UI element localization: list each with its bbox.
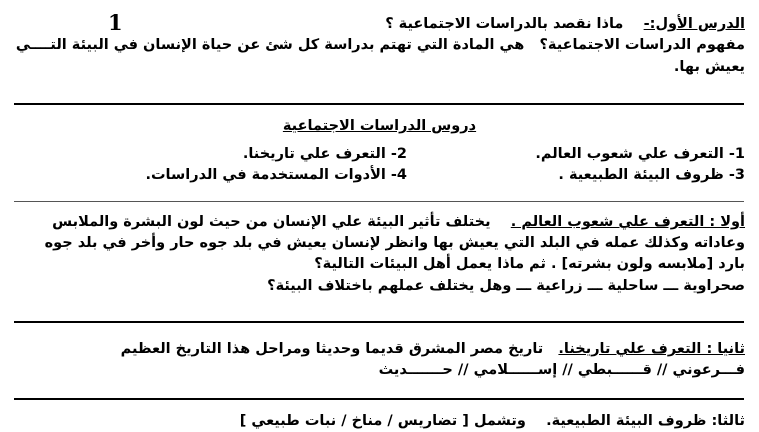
lesson-title-question: ماذا نقصد بالدراسات الاجتماعية ؟ xyxy=(385,16,624,32)
lesson-item-4: 4- الأدوات المستخدمة في الدراسات. xyxy=(145,167,407,183)
lesson-title-line xyxy=(10,14,745,34)
second-point-text-1: تاريخ مصر المشرق قديما وحديثا ومراحل هذا التاريخ العظيم xyxy=(120,341,544,357)
divider-1 xyxy=(14,103,744,105)
concept-line xyxy=(10,35,745,55)
divider-3 xyxy=(14,321,744,323)
third-point-line-1 xyxy=(10,411,745,431)
first-point-line-2: وعاداته وكذلك عمله في البلد التي يعيش بها وانظر لإنسان يعيش في بلد جوه حار وأخر في بلد جوه xyxy=(44,235,745,251)
first-point-label: أولا : التعرف علي شعوب العالم . xyxy=(510,214,745,230)
lesson-item-1: 1- التعرف علي شعوب العالم. xyxy=(535,146,745,162)
first-point-line-1 xyxy=(10,212,745,232)
concept-label: مفهوم الدراسات الاجتماعية؟ xyxy=(539,37,745,53)
concept-text: هي المادة التي تهتم بدراسة كل شئ عن حياة الإنسان في البيئة التــــي xyxy=(15,37,525,53)
history-eras-line: فـــرعوني // قــــــبطي // إســــــلامي // حـــــــديث xyxy=(378,362,745,378)
page-number: 1 xyxy=(108,10,123,35)
divider-4 xyxy=(14,398,744,400)
lessons-heading: دروس الدراسات الاجتماعية xyxy=(282,118,477,134)
lesson-item-3: 3- ظروف البيئة الطبيعية . xyxy=(558,167,745,183)
third-point-label: ثالثا: ظروف البيئة الطبيعية. xyxy=(546,413,745,429)
second-point-label: ثانيا : التعرف علي تاريخنا. xyxy=(558,341,745,357)
second-point-line-1 xyxy=(10,339,745,359)
first-point-line-3: بارد [ملابسه ولون بشرته] . ثم ماذا يعمل أهل البيئات التالية؟ xyxy=(314,256,745,272)
first-point-line-4: صحراوية ـــ ساحلية ـــ زراعية ـــ وهل يختلف عملهم باختلاف البيئة؟ xyxy=(267,278,745,294)
concept-continued: يعيش بها. xyxy=(673,59,745,75)
lesson-item-2: 2- التعرف علي تاريخنا. xyxy=(242,146,407,162)
third-point-text-1: وتشمل [ تضاريس / مناخ / نبات طبيعي ] xyxy=(239,413,526,429)
divider-2 xyxy=(14,201,744,202)
first-point-text-1: يختلف تأثير البيئة علي الإنسان من حيث لون البشرة والملابس xyxy=(52,214,491,230)
lesson-title-label: الدرس الأول:- xyxy=(643,16,745,32)
